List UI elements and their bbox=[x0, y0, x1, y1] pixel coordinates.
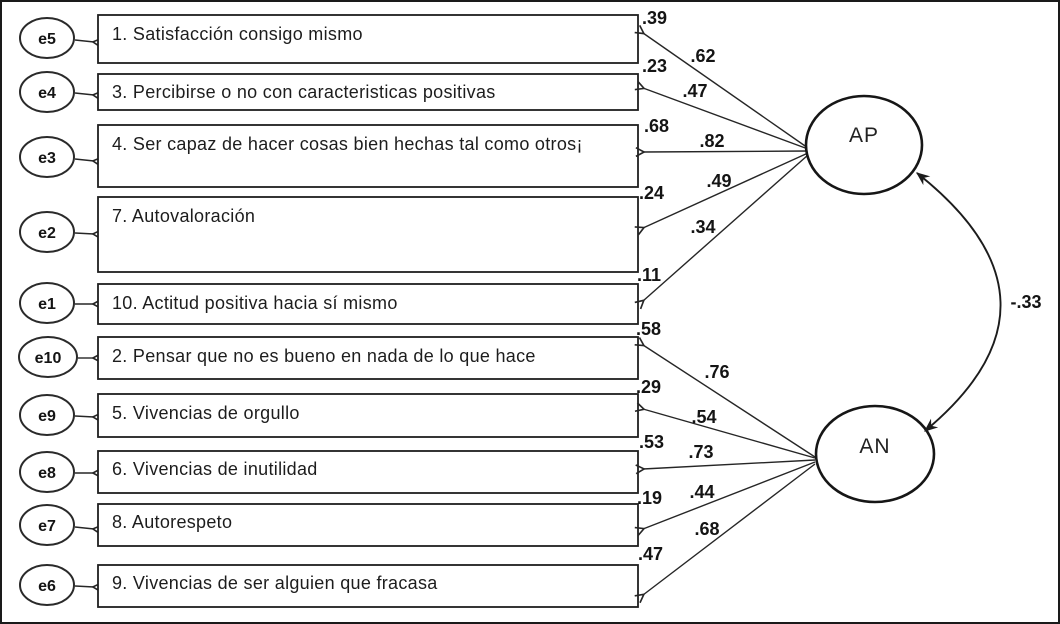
loading-path bbox=[643, 409, 815, 458]
loading-label: .73 bbox=[688, 442, 714, 462]
error-term-label: e4 bbox=[38, 85, 56, 102]
loading-label: .62 bbox=[690, 46, 716, 66]
loading-label: .76 bbox=[704, 362, 730, 382]
indicator-label: 2. Pensar que no es bueno en nada de lo que hace bbox=[112, 346, 536, 366]
indicator-label: 1. Satisfacción consigo mismo bbox=[112, 24, 363, 44]
r2-label: .11 bbox=[637, 265, 662, 285]
loading-label: .34 bbox=[690, 217, 716, 237]
r2-label: .24 bbox=[639, 183, 665, 203]
factor-ap-label: AP bbox=[848, 124, 880, 147]
factor-ap bbox=[806, 96, 922, 194]
correlation-label: -.33 bbox=[1010, 292, 1042, 312]
indicator-label: 9. Vivencias de ser alguien que fracasa bbox=[112, 573, 438, 593]
error-term-label: e5 bbox=[38, 31, 56, 48]
r2-label: .29 bbox=[636, 377, 662, 397]
r2-label: .58 bbox=[636, 319, 662, 339]
r2-label: .47 bbox=[638, 544, 664, 564]
loading-label: .82 bbox=[699, 131, 725, 151]
indicator-label: 4. Ser capaz de hacer cosas bien hechas tal como otros¡ bbox=[112, 134, 583, 154]
error-term-label: e9 bbox=[38, 408, 56, 425]
indicator-label: 7. Autovaloración bbox=[112, 206, 256, 226]
indicator-row-3 bbox=[20, 116, 808, 187]
error-term-label: e8 bbox=[38, 465, 56, 482]
r2-label: .19 bbox=[637, 488, 663, 508]
loading-label: .49 bbox=[706, 171, 732, 191]
error-arrow bbox=[75, 159, 94, 161]
diagram-canvas bbox=[2, 2, 1058, 622]
error-term-label: e6 bbox=[38, 578, 56, 595]
factor-an bbox=[816, 406, 934, 502]
error-term-label: e3 bbox=[38, 150, 56, 167]
error-term-label: e10 bbox=[34, 350, 62, 367]
error-term-label: e7 bbox=[38, 518, 56, 535]
loading-path bbox=[643, 460, 815, 469]
error-arrow bbox=[75, 527, 94, 529]
loading-path bbox=[643, 151, 808, 152]
indicator-label: 8. Autorespeto bbox=[112, 512, 233, 532]
indicator-label: 10. Actitud positiva hacia sí mismo bbox=[112, 293, 398, 313]
r2-label: .53 bbox=[639, 432, 665, 452]
error-arrow bbox=[75, 40, 94, 42]
r2-label: .23 bbox=[642, 56, 668, 76]
indicator-label: 5. Vivencias de orgullo bbox=[112, 403, 300, 423]
error-arrow bbox=[75, 416, 94, 417]
error-arrow bbox=[75, 586, 94, 587]
loading-label: .44 bbox=[689, 482, 715, 502]
r2-label: .68 bbox=[644, 116, 670, 136]
factor-an-label: AN bbox=[859, 435, 891, 458]
loading-label: .54 bbox=[691, 407, 717, 427]
error-term-label: e2 bbox=[38, 225, 56, 242]
error-arrow bbox=[75, 93, 94, 95]
correlation-curve bbox=[917, 173, 1001, 431]
loading-path bbox=[643, 462, 815, 529]
error-arrow bbox=[75, 233, 94, 234]
factor-correlation bbox=[917, 173, 1042, 431]
loading-label: .68 bbox=[694, 519, 720, 539]
indicator-label: 6. Vivencias de inutilidad bbox=[112, 459, 318, 479]
r2-label: .39 bbox=[642, 8, 668, 28]
indicator-label: 3. Percibirse o no con caracteristicas positivas bbox=[112, 82, 496, 102]
loading-label: .47 bbox=[682, 81, 708, 101]
error-term-label: e1 bbox=[38, 296, 56, 313]
loading-path bbox=[643, 464, 815, 595]
